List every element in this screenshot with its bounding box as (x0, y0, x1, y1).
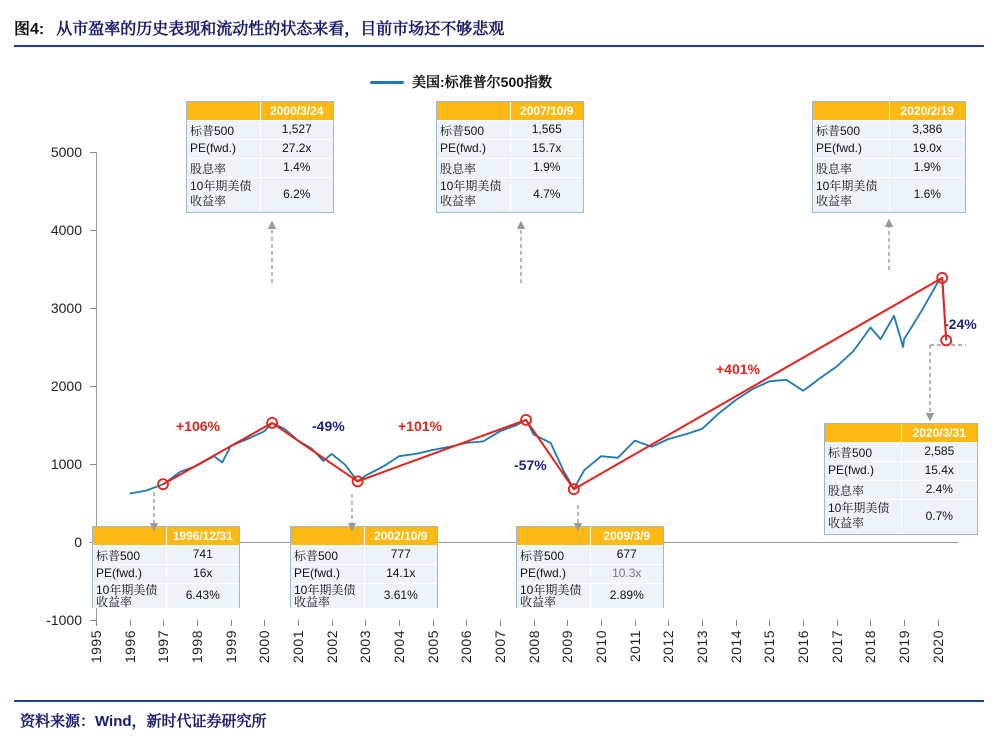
x-tick-label-2004: 2004 (391, 630, 408, 664)
callout-row (93, 545, 239, 564)
callout-2002 (290, 526, 438, 608)
x-tick-label-2002: 2002 (323, 630, 340, 664)
callout-header (93, 527, 239, 545)
legend-line-swatch (370, 81, 404, 84)
callout-header (187, 102, 333, 120)
callout-key: 10年期美债收益率 (517, 584, 591, 608)
y-tick-label-2000: 2000 (50, 378, 82, 394)
callout-key: 标普500 (291, 546, 365, 564)
callout-key: PE(fwd.) (187, 140, 261, 158)
footer-divider (14, 700, 984, 702)
callout-header-left (93, 527, 167, 545)
x-tick-label-1996: 1996 (121, 630, 138, 664)
callout-row (813, 120, 965, 139)
callout-value: 15.7x (511, 140, 584, 158)
callout-row (187, 120, 333, 139)
x-tick-label-2006: 2006 (458, 630, 475, 664)
callout-date: 2020/3/31 (902, 424, 978, 442)
callout-row (437, 158, 583, 177)
callout-key: 10年期美债收益率 (437, 178, 511, 212)
callout-key: PE(fwd.) (291, 565, 365, 583)
x-tick-label-2010: 2010 (593, 630, 610, 664)
x-tick-label-2012: 2012 (660, 630, 677, 664)
callout-value: 16x (167, 565, 240, 583)
callout-key: 股息率 (437, 159, 511, 177)
callout-row (187, 177, 333, 212)
callout-row (825, 480, 977, 499)
callout-header-left (187, 102, 261, 120)
callout-value: 15.4x (902, 462, 978, 480)
callout-key: 标普500 (187, 121, 261, 139)
callout-row (813, 158, 965, 177)
x-tick-label-2020: 2020 (929, 630, 946, 664)
x-tick-label-2016: 2016 (795, 630, 812, 664)
y-tick-mark (90, 308, 96, 309)
x-tick-mark (433, 620, 434, 626)
x-tick-label-2000: 2000 (256, 630, 273, 664)
callout-value: 10.3x (591, 565, 664, 583)
x-tick-mark (298, 620, 299, 626)
x-tick-mark (769, 620, 770, 626)
callout-key: PE(fwd.) (437, 140, 511, 158)
callout-value: 2.4% (902, 481, 978, 499)
callout-key: 标普500 (437, 121, 511, 139)
x-tick-label-1998: 1998 (189, 630, 206, 664)
x-tick-label-2015: 2015 (761, 630, 778, 664)
callout-value: 1,527 (261, 121, 334, 139)
callout-2009 (516, 526, 664, 608)
y-tick-mark (90, 464, 96, 465)
callout-header (813, 102, 965, 120)
x-tick-mark (601, 620, 602, 626)
x-tick-mark (96, 620, 97, 626)
callout-value: 1.4% (261, 159, 334, 177)
x-tick-label-1995: 1995 (88, 630, 104, 664)
callout-date: 2000/3/24 (261, 102, 334, 120)
x-tick-label-2019: 2019 (896, 630, 913, 664)
annotation-pct-106: +106% (176, 418, 220, 434)
y-tick-mark (90, 152, 96, 153)
callout-key: PE(fwd.) (813, 140, 890, 158)
callout-row (437, 177, 583, 212)
annotation-pct-101: +101% (398, 418, 442, 434)
callout-key: PE(fwd.) (517, 565, 591, 583)
callout-value: 4.7% (511, 178, 584, 212)
x-tick-mark (668, 620, 669, 626)
y-tick-label-5000: 5000 (50, 144, 82, 160)
y-tick-label-4000: 4000 (50, 222, 82, 238)
callout-2000 (186, 101, 334, 213)
x-tick-label-2003: 2003 (357, 630, 374, 664)
x-tick-label-2007: 2007 (492, 630, 509, 664)
x-tick-mark (702, 620, 703, 626)
annotation-pct-57: -57% (514, 457, 547, 473)
annotation-pct-49: -49% (312, 418, 345, 434)
callout-key: 10年期美债收益率 (825, 500, 902, 534)
x-tick-mark (332, 620, 333, 626)
callout-row (291, 564, 437, 583)
x-tick-mark (365, 620, 366, 626)
x-tick-mark (500, 620, 501, 626)
y-tick-label-0: 0 (74, 534, 82, 550)
annotation-pct-24: -24% (944, 316, 977, 332)
callout-value: 1.9% (511, 159, 584, 177)
callout-value: 27.2x (261, 140, 334, 158)
callout-value: 777 (365, 546, 438, 564)
x-tick-mark (130, 620, 131, 626)
x-tick-label-2013: 2013 (694, 630, 711, 664)
source-note: 资料来源：Wind，新时代证券研究所 (20, 713, 267, 730)
callout-row (813, 139, 965, 158)
y-tick-label-3000: 3000 (50, 300, 82, 316)
callout-date: 2002/10/9 (365, 527, 438, 545)
callout-value: 2.89% (591, 584, 664, 608)
x-tick-mark (635, 620, 636, 626)
callout-value: 1,565 (511, 121, 584, 139)
y-tick-label--1000: -1000 (46, 612, 82, 628)
x-tick-label-2005: 2005 (424, 630, 441, 664)
callout-row (187, 158, 333, 177)
callout-date: 2007/10/9 (511, 102, 584, 120)
callout-key: PE(fwd.) (93, 565, 167, 583)
x-tick-label-2001: 2001 (290, 630, 307, 664)
callout-row (291, 583, 437, 608)
x-tick-label-2011: 2011 (626, 630, 643, 663)
callout-2020-02 (812, 101, 966, 213)
callout-header-left (825, 424, 902, 442)
x-tick-mark (466, 620, 467, 626)
callout-value: 6.43% (167, 584, 240, 608)
callout-row (517, 564, 663, 583)
annotation-pct-401: +401% (716, 361, 760, 377)
callout-value: 2,585 (902, 443, 978, 461)
callout-row (187, 139, 333, 158)
x-tick-label-2014: 2014 (727, 630, 744, 664)
callout-date: 2009/3/9 (591, 527, 664, 545)
legend-label-sp500: 美国:标准普尔500指数 (412, 74, 553, 90)
callout-value: 6.2% (261, 178, 334, 212)
x-tick-mark (264, 620, 265, 626)
x-tick-mark (938, 620, 939, 626)
callout-date: 2020/2/19 (890, 102, 966, 120)
callout-key: 10年期美债收益率 (93, 584, 167, 608)
x-tick-mark (399, 620, 400, 626)
x-tick-mark (163, 620, 164, 626)
callout-header-left (291, 527, 365, 545)
x-tick-mark (567, 620, 568, 626)
callout-header-left (813, 102, 890, 120)
callout-key: 标普500 (517, 546, 591, 564)
x-tick-label-2008: 2008 (525, 630, 542, 664)
callout-row (813, 177, 965, 212)
callout-value: 3,386 (890, 121, 966, 139)
figure-title-bar (14, 10, 984, 44)
callout-header-left (517, 527, 591, 545)
callout-key: 标普500 (813, 121, 890, 139)
chart-legend (370, 72, 552, 92)
callout-value: 19.0x (890, 140, 966, 158)
callout-key: PE(fwd.) (825, 462, 902, 480)
callout-row (93, 583, 239, 608)
callout-row (825, 499, 977, 534)
callout-row (437, 139, 583, 158)
callout-key: 标普500 (825, 443, 902, 461)
callout-value: 14.1x (365, 565, 438, 583)
x-tick-mark (197, 620, 198, 626)
callout-key: 股息率 (813, 159, 890, 177)
callout-value: 0.7% (902, 500, 978, 534)
x-tick-label-2017: 2017 (828, 630, 845, 664)
callout-key: 10年期美债收益率 (813, 178, 890, 212)
callout-key: 10年期美债收益率 (291, 584, 365, 608)
callout-header (291, 527, 437, 545)
x-tick-mark (231, 620, 232, 626)
callout-value: 3.61% (365, 584, 438, 608)
callout-header (517, 527, 663, 545)
x-tick-label-1999: 1999 (222, 630, 239, 664)
x-tick-label-2018: 2018 (862, 630, 879, 664)
y-tick-mark (90, 230, 96, 231)
callout-row (517, 545, 663, 564)
x-tick-label-1997: 1997 (155, 630, 172, 664)
callout-1996 (92, 526, 240, 608)
callout-row (437, 120, 583, 139)
callout-value: 741 (167, 546, 240, 564)
callout-row (93, 564, 239, 583)
callout-row (517, 583, 663, 608)
y-tick-label-1000: 1000 (50, 456, 82, 472)
x-tick-mark (837, 620, 838, 626)
callout-2007 (436, 101, 584, 213)
x-tick-mark (803, 620, 804, 626)
title-divider (14, 45, 984, 47)
callout-key: 股息率 (825, 481, 902, 499)
y-tick-mark (90, 386, 96, 387)
callout-row (825, 442, 977, 461)
x-tick-mark (736, 620, 737, 626)
callout-row (291, 545, 437, 564)
callout-header (437, 102, 583, 120)
callout-key: 10年期美债收益率 (187, 178, 261, 212)
callout-value: 1.6% (890, 178, 966, 212)
x-tick-mark (534, 620, 535, 626)
callout-date: 1996/12/31 (167, 527, 240, 545)
callout-value: 1.9% (890, 159, 966, 177)
x-tick-label-2009: 2009 (559, 630, 576, 664)
x-tick-mark (870, 620, 871, 626)
page-title: 从市盈率的历史表现和流动性的状态来看，目前市场还不够悲观 (56, 20, 505, 38)
callout-row (825, 461, 977, 480)
callout-key: 股息率 (187, 159, 261, 177)
callout-key: 标普500 (93, 546, 167, 564)
callout-2020-03 (824, 423, 978, 535)
callout-header (825, 424, 977, 442)
callout-header-left (437, 102, 511, 120)
callout-value: 677 (591, 546, 664, 564)
figure-number: 图4: (14, 20, 45, 38)
x-tick-mark (904, 620, 905, 626)
